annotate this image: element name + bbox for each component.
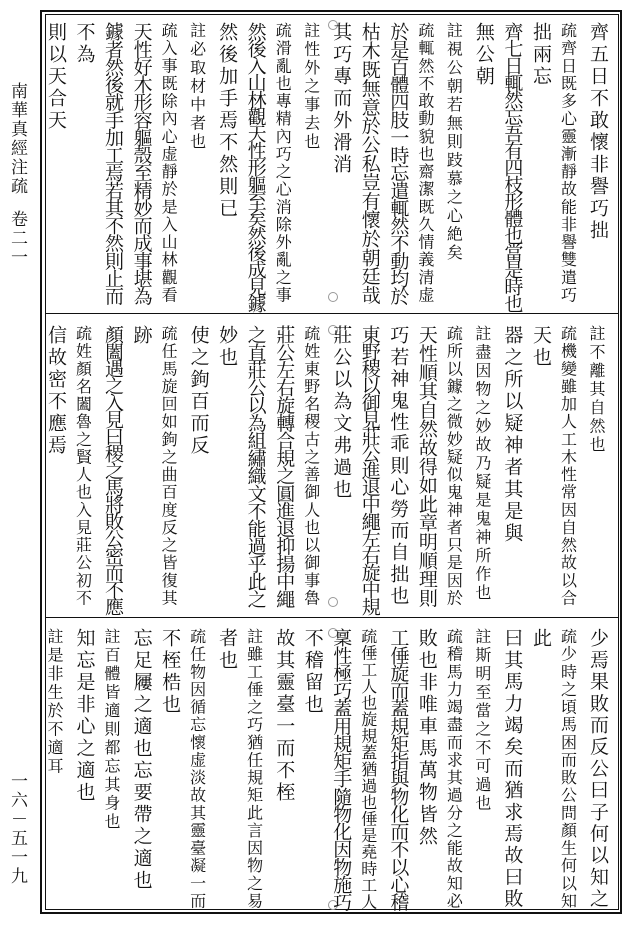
text-column: 疏齊日既多心靈漸靜故能非譽雙遣巧 — [558, 22, 578, 304]
text-column: 使之鉤百而反 — [187, 325, 210, 457]
text-column: 疏任物因循忘懷虚淡故其靈臺凝一而 — [187, 628, 207, 910]
text-column: 註斯明至當之不可過也 — [472, 628, 492, 813]
text-column: 故其靈臺一而不桎 — [273, 628, 296, 804]
binding-hole — [328, 597, 338, 607]
text-column: 齊七日輒然忘吾有四枝形體也當是時也 — [501, 22, 524, 311]
text-column: 疏機變雖加人工木性常因自然故以合 — [558, 325, 578, 607]
text-column: 器之所以疑神者其是與 — [501, 325, 524, 545]
text-column: 顏闔遇之入見曰稷之馬將敗公密而不應 — [102, 325, 125, 614]
margin-page-number: 一六－五一九 — [7, 772, 27, 886]
binding-hole — [328, 292, 338, 302]
text-column: 東野稷以御見莊公進退中繩左右旋中規 — [358, 325, 381, 614]
text-column: 巧若神鬼性乖則心勞而自拙也 — [387, 325, 410, 607]
text-column: 疏所以鐻之微妙疑似鬼神者只是因於 — [444, 325, 464, 607]
text-column: 疏姓東野名稷古之善御人也以御事魯 — [301, 325, 321, 607]
text-column: 者也 — [216, 628, 239, 672]
text-column: 跡 — [130, 325, 153, 347]
text-column: 天性好木形容軀殼至精妙而成事堪為 — [130, 22, 153, 304]
text-column: 莊公以為文弗過也 — [330, 325, 353, 501]
text-column: 少焉果敗而反公曰子何以知之 — [587, 628, 609, 910]
text-column: 註必取材中者也 — [187, 22, 207, 152]
text-column: 疏滑亂也專精內巧之心消除外亂之事 — [273, 22, 293, 304]
text-column: 註視公朝若無則跂慕之心絶矣 — [444, 22, 464, 263]
text-column: 敗也非唯車馬萬物皆然 — [415, 628, 438, 848]
text-column: 天也 — [529, 325, 552, 369]
text-column: 疏稽馬力竭盡而求其過分之能故知必 — [444, 628, 464, 910]
text-column: 稟性極巧蓋用規矩手隨物化因物施巧 — [330, 628, 353, 910]
text-column: 信故密不應焉 — [45, 325, 67, 457]
text-column: 然後入山林觀天性形軀至矣然後成見鐻 — [244, 22, 267, 311]
text-column: 無公朝 — [472, 22, 495, 88]
section-divider-1 — [45, 313, 619, 314]
text-column: 則以天合天 — [45, 22, 67, 132]
text-column: 齊五日不敢懷非譽巧拙 — [587, 22, 609, 242]
text-column: 忘足屨之適也忘要帶之適也 — [130, 628, 153, 892]
text-column: 其巧專而外滑消 — [330, 22, 353, 176]
section-divider-2 — [45, 617, 619, 618]
margin-book-title — [8, 82, 25, 267]
text-column: 枯木既無意於公私豈有懷於朝廷哉 — [358, 22, 381, 305]
text-column: 天性順其自然故得如此章明順理則 — [415, 325, 438, 608]
text-column: 疏倕工人也旋規蓋猶過也倕是堯時工人 — [358, 628, 378, 910]
text-column: 曰其馬力竭矣而猶求焉故曰敗 — [501, 628, 524, 910]
text-column: 註不離其自然也 — [587, 325, 606, 455]
text-column: 註雖工倕之巧猶任規矩此言因物之易 — [244, 628, 264, 910]
text-column: 註百體皆適則都忘其身也 — [102, 628, 122, 832]
text-column: 不稽留也 — [301, 628, 324, 716]
text-column: 疏任馬旋回如鉤之曲百度反之皆復其 — [159, 325, 179, 607]
text-column: 疏入事既除內心虚靜於是入山林觀看 — [159, 22, 179, 304]
book-title: 南華真經注疏 — [7, 82, 27, 196]
text-column: 疏輒然不敢動貌也齋潔既久情義清虚 — [415, 22, 435, 304]
text-column: 莊公左右旋轉合規之圓進退抑揚中繩 — [273, 325, 296, 607]
text-column: 鐻者然後就手加工焉若其不然則止而 — [102, 22, 125, 304]
text-column: 此 — [529, 628, 552, 650]
text-column: 註是非生於不適耳 — [45, 628, 64, 776]
volume-label: 卷二一 — [7, 210, 27, 267]
text-column: 於是百體四肢一時忘遣輒然不動均於 — [387, 22, 410, 304]
text-column: 疏姓顏名闔魯之賢人也入見莊公初不 — [73, 325, 93, 607]
text-column: 知忘是非心之適也 — [73, 628, 96, 804]
text-column: 不為 — [73, 22, 96, 66]
text-column: 註盡因物之妙故乃疑是鬼神所作也 — [472, 325, 492, 603]
text-column: 工倕旋而蓋規矩指與物化而不以心稽 — [387, 628, 410, 910]
text-column: 疏少時之頃馬困而敗公問顏生何以知 — [558, 628, 578, 910]
text-column: 之直莊公以為組繡織文不能過乎此之 — [244, 325, 267, 607]
text-column: 妙也 — [216, 325, 239, 369]
text-column: 不桎梏也 — [159, 628, 182, 716]
text-column: 拙兩忘 — [529, 22, 552, 88]
text-column: 然後加手焉不然則已 — [216, 22, 239, 220]
text-column: 註性外之事去也 — [301, 22, 321, 152]
